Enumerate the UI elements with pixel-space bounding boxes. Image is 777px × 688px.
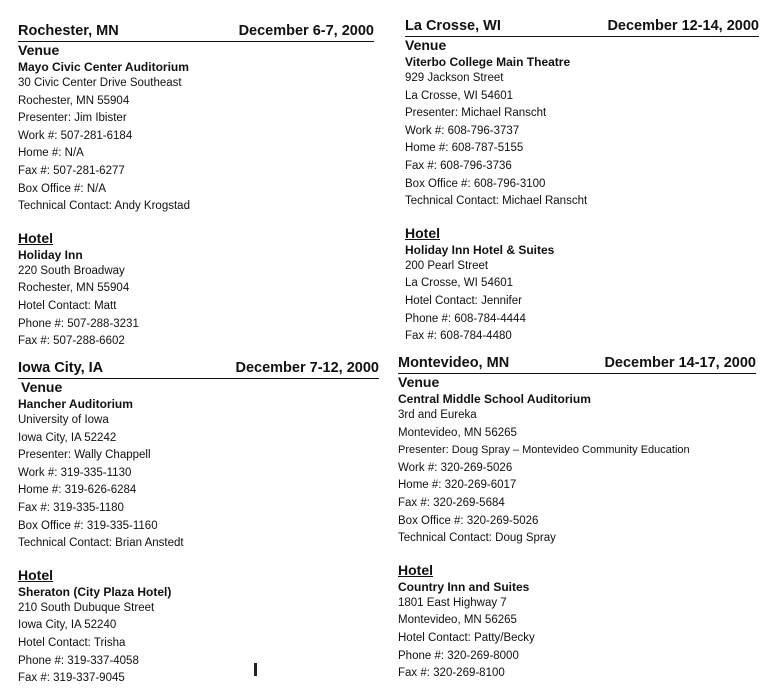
hotel-line: 200 Pearl Street [405, 259, 489, 272]
venue-line: Iowa City, IA 52242 [18, 431, 117, 444]
venue-line: Fax #: 320-269-5684 [398, 496, 505, 509]
date-range: December 7-12, 2000 [235, 360, 379, 376]
hotel-line: 1801 East Highway 7 [398, 596, 507, 609]
city-name: La Crosse, WI [405, 18, 501, 34]
hotel-name: Holiday Inn Hotel & Suites [405, 242, 555, 257]
date-range: December 6-7, 2000 [238, 23, 374, 39]
hotel-line: Phone #: 320-269-8000 [398, 649, 519, 662]
venue-line: Fax #: 608-796-3736 [405, 159, 512, 172]
venue-line: Presenter: Wally Chappell [18, 449, 151, 462]
stop-header [18, 360, 379, 379]
date-range: December 12-14, 2000 [607, 18, 759, 34]
venue-line: Box Office #: N/A [18, 182, 106, 195]
venue-details [398, 407, 756, 548]
venue-line: Fax #: 507-281-6277 [18, 164, 125, 177]
tour-stop-rochester [18, 23, 374, 351]
venue-details [18, 75, 374, 216]
hotel-name: Holiday Inn [18, 247, 83, 262]
stop-header [18, 23, 374, 42]
tour-stop-iowa-city [18, 360, 379, 688]
venue-line: Work #: 608-796-3737 [405, 124, 520, 137]
hotel-name: Country Inn and Suites [398, 579, 530, 594]
hotel-line: Hotel Contact: Trisha [18, 636, 126, 649]
hotel-details [405, 258, 759, 346]
hotel-line: Hotel Contact: Jennifer [405, 294, 522, 307]
city-name: Montevideo, MN [398, 355, 510, 371]
venue-line: Home #: 608-787-5155 [405, 142, 524, 155]
venue-line: Technical Contact: Brian Anstedt [18, 537, 184, 550]
hotel-line: Hotel Contact: Patty/Becky [398, 631, 535, 644]
venue-line: Technical Contact: Michael Ranscht [405, 195, 588, 208]
tour-stop-montevideo [398, 355, 756, 683]
hotel-details [18, 263, 374, 351]
venue-line: Home #: N/A [18, 147, 84, 160]
date-range: December 14-17, 2000 [604, 355, 756, 371]
hotel-heading: Hotel [405, 224, 440, 241]
venue-details [405, 70, 759, 211]
venue-line: Box Office #: 320-269-5026 [398, 514, 539, 527]
venue-line: La Crosse, WI 54601 [405, 89, 514, 102]
venue-line: Presenter: Michael Ranscht [405, 107, 547, 120]
venue-line: Home #: 320-269-6017 [398, 479, 517, 492]
hotel-heading: Hotel [18, 229, 53, 246]
hotel-line: Phone #: 507-288-3231 [18, 317, 139, 330]
hotel-line: Fax #: 608-784-4480 [405, 330, 512, 343]
venue-line: Technical Contact: Doug Spray [398, 532, 556, 545]
venue-heading: Venue [405, 37, 447, 53]
venue-line: Fax #: 319-335-1180 [18, 501, 124, 514]
venue-line: Work #: 320-269-5026 [398, 461, 513, 474]
venue-heading: Venue [18, 42, 60, 58]
hotel-line: Fax #: 319-337-9045 [18, 672, 125, 685]
city-name: Rochester, MN [18, 23, 119, 39]
venue-line: Work #: 319-335-1130 [18, 466, 132, 479]
venue-line: Box Office #: 319-335-1160 [18, 519, 158, 532]
venue-name: Mayo Civic Center Auditorium [18, 60, 189, 74]
venue-name: Hancher Auditorium [18, 397, 133, 411]
venue-line: 929 Jackson Street [405, 72, 504, 84]
hotel-details [18, 600, 379, 688]
venue-name: Viterbo College Main Theatre [405, 55, 571, 69]
hotel-details [398, 595, 756, 683]
hotel-line: 210 South Dubuque Street [18, 601, 155, 614]
hotel-heading: Hotel [398, 561, 433, 578]
venue-name: Central Middle School Auditorium [398, 392, 591, 406]
venue-line: University of Iowa [18, 414, 109, 426]
hotel-line: Iowa City, IA 52240 [18, 619, 117, 632]
venue-line: 3rd and Eureka [398, 409, 477, 421]
hotel-line: Fax #: 320-269-8100 [398, 667, 505, 680]
tour-stop-la-crosse [405, 18, 759, 346]
venue-line: Home #: 319-626-6284 [18, 484, 137, 497]
venue-line: 30 Civic Center Drive Southeast [18, 77, 182, 89]
hotel-line: Phone #: 319-337-4058 [18, 654, 139, 667]
hotel-line: Rochester, MN 55904 [18, 282, 130, 295]
hotel-line: La Crosse, WI 54601 [405, 277, 514, 290]
hotel-heading: Hotel [18, 566, 53, 583]
venue-line: Technical Contact: Andy Krogstad [18, 200, 190, 213]
hotel-name: Sheraton (City Plaza Hotel) [18, 584, 172, 599]
hotel-line: Fax #: 507-288-6602 [18, 335, 125, 348]
city-name: Iowa City, IA [18, 360, 104, 376]
stop-header [398, 355, 756, 374]
venue-line: Presenter: Jim Ibister [18, 112, 127, 125]
hotel-line: Phone #: 608-784-4444 [405, 312, 526, 325]
venue-line: Montevideo, MN 56265 [398, 426, 517, 439]
scan-mark [254, 663, 257, 676]
stop-header [405, 18, 759, 37]
venue-heading: Venue [21, 379, 63, 395]
venue-line: Box Office #: 608-796-3100 [405, 177, 546, 190]
venue-line: Rochester, MN 55904 [18, 94, 130, 107]
hotel-line: Montevideo, MN 56265 [398, 614, 517, 627]
hotel-line: 220 South Broadway [18, 264, 125, 277]
venue-heading: Venue [398, 374, 440, 390]
venue-line: Work #: 507-281-6184 [18, 129, 133, 142]
hotel-line: Hotel Contact: Matt [18, 299, 117, 312]
venue-line: Presenter: Doug Spray – Montevideo Community Education [398, 444, 690, 457]
venue-details [18, 412, 379, 553]
